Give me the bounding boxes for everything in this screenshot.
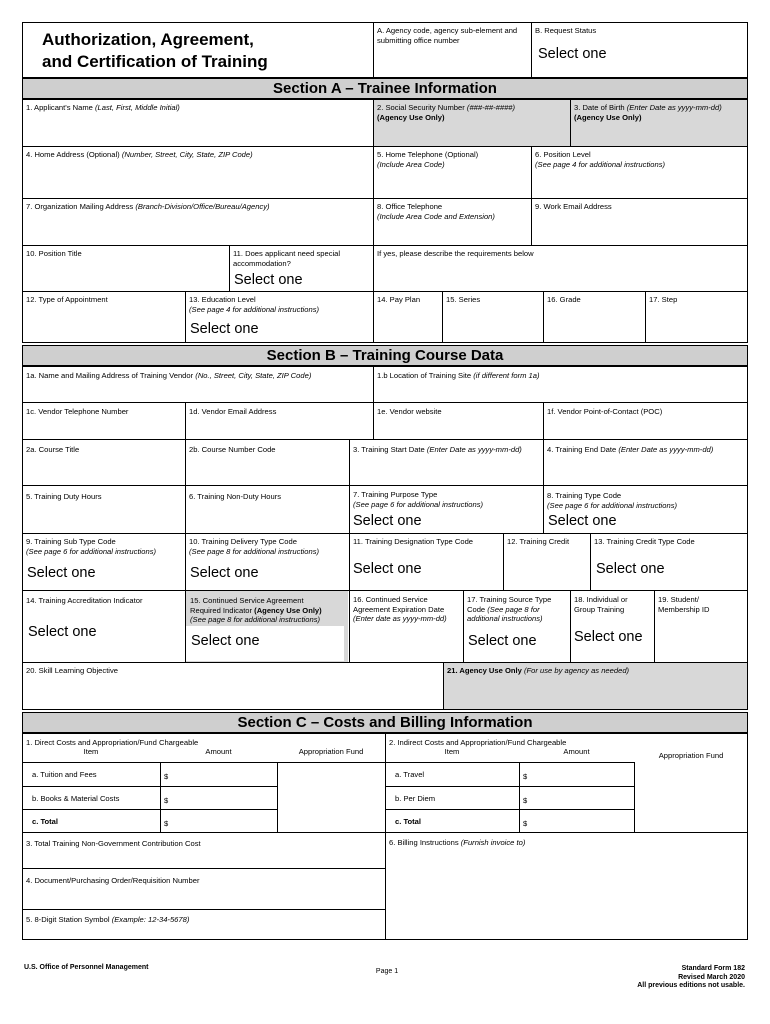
source-type-line2: Code [467, 604, 488, 614]
training-subtype-title: 9. Training Sub Type Code [26, 537, 116, 546]
membership-id-line1: 19. Student/ [658, 595, 699, 604]
csa-required-label [186, 595, 348, 625]
office-telephone-label: 8. Office Telephone [377, 202, 443, 211]
csa-required-hint: (See page 8 for additional instructions) [190, 615, 321, 624]
position-level-hint: (See page 4 for additional instructions) [535, 159, 666, 169]
non-duty-hours-field[interactable]: 6. Training Non-Duty Hours [189, 492, 282, 501]
individual-group-select[interactable]: Select one [574, 629, 643, 645]
education-level-select[interactable]: Select one [190, 321, 259, 337]
skill-objective-field[interactable]: 20. Skill Learning Objective [26, 666, 119, 675]
individual-group-label [570, 594, 654, 614]
grade-field[interactable]: 16. Grade [547, 295, 581, 304]
individual-group-line2: Group Training [574, 604, 625, 614]
appointment-type-field[interactable]: 12. Type of Appointment [26, 295, 108, 304]
home-address-hint: (Number, Street, City, State, ZIP Code) [121, 150, 253, 159]
divider [22, 809, 277, 810]
source-type-line1: 17. Training Source Type [467, 595, 552, 604]
series-field[interactable]: 15. Series [446, 295, 481, 304]
divider [22, 662, 748, 663]
delivery-type-hint: (See page 8 for additional instructions) [189, 546, 320, 556]
training-site-field[interactable] [373, 370, 747, 381]
tuition-label: a. Tuition and Fees [32, 770, 97, 779]
indirect-item-header: Item [444, 747, 460, 756]
request-status-label: B. Request Status [535, 26, 597, 35]
vendor-email-field[interactable]: 1d. Vendor Email Address [189, 407, 277, 416]
form-title-line1: Authorization, Agreement, [42, 30, 254, 49]
training-start-date-hint: (Enter Date as yyyy-mm-dd) [426, 445, 522, 454]
csa-expiration-line2: Agreement Expiration Date [353, 604, 445, 614]
station-symbol-hint: (Example: 12-34-5678) [111, 915, 190, 924]
divider [22, 291, 748, 292]
indirect-fund-header: Appropriation Fund [658, 751, 724, 760]
csa-expiration-hint: (Enter date as yyyy-mm-dd) [353, 614, 447, 623]
step-field[interactable]: 17. Step [649, 295, 678, 304]
training-purpose-label [349, 489, 542, 509]
tuition-amount-field[interactable]: $ [164, 772, 169, 781]
per-diem-amount-field[interactable]: $ [523, 796, 528, 805]
training-start-date-field[interactable] [349, 444, 544, 455]
individual-group-line1: 18. Individual or [574, 595, 628, 604]
training-subtype-select[interactable]: Select one [27, 565, 96, 581]
ssn-hint: (###-##-####) [466, 103, 516, 112]
indirect-total-amount-field[interactable]: $ [523, 819, 528, 828]
direct-total-label: c. Total [32, 817, 59, 826]
csa-required-line1: 15. Continued Service Agreement [190, 596, 304, 605]
source-type-select[interactable]: Select one [468, 633, 537, 649]
position-title-field[interactable]: 10. Position Title [26, 249, 82, 258]
education-level-hint: (See page 4 for additional instructions) [189, 304, 320, 314]
home-address-field[interactable] [22, 149, 372, 160]
divider [22, 832, 385, 833]
divider [22, 909, 385, 910]
applicant-name-label: 1. Applicant's Name [26, 103, 93, 112]
direct-amount-header: Amount [205, 747, 232, 756]
delivery-type-label [185, 536, 348, 556]
membership-id-field[interactable] [654, 594, 747, 614]
ssn-field[interactable] [373, 102, 569, 122]
training-end-date-label: 4. Training End Date [547, 445, 617, 454]
footer-form-number: Standard Form 182 [681, 965, 745, 972]
books-label: b. Books & Material Costs [32, 794, 120, 803]
request-status-select[interactable]: Select one [538, 46, 607, 62]
training-end-date-hint: (Enter Date as yyyy-mm-dd) [618, 445, 714, 454]
divider [22, 402, 748, 403]
station-symbol-field[interactable] [22, 914, 382, 925]
org-address-field[interactable] [22, 201, 372, 212]
education-level-title: 13. Education Level [189, 295, 256, 304]
divider [22, 533, 748, 534]
dob-agency-use: (Agency Use Only) [574, 112, 642, 122]
travel-label: a. Travel [395, 770, 425, 779]
position-level-field[interactable] [531, 149, 748, 169]
divider [22, 485, 748, 486]
pay-plan-field[interactable]: 14. Pay Plan [377, 295, 421, 304]
course-number-field[interactable]: 2b. Course Number Code [189, 445, 276, 454]
divider [385, 832, 748, 833]
training-start-date-label: 3. Training Start Date [353, 445, 425, 454]
agency-code-field[interactable]: A. Agency code, agency sub-element and submitting office number [377, 26, 518, 45]
billing-instructions-field[interactable] [385, 837, 747, 848]
training-site-hint: (if different form 1a) [473, 371, 540, 380]
divider [22, 439, 748, 440]
source-type-hint2: additional instructions) [467, 614, 543, 623]
vendor-name-address-field[interactable] [22, 370, 372, 381]
divider [385, 809, 634, 810]
indirect-amount-header: Amount [563, 747, 590, 756]
divider [22, 762, 385, 763]
csa-expiration-line1: 16. Continued Service [353, 595, 428, 604]
divider [22, 198, 748, 199]
accommodation-label: 11. Does applicant need special accommodation? [233, 249, 341, 268]
ssn-agency-use: (Agency Use Only) [377, 112, 445, 122]
footer-editions: All previous editions not usable. [637, 982, 745, 989]
vendor-name-address-label: 1a. Name and Mailing Address of Training Vendor [26, 371, 194, 380]
section-b-header: Section B – Training Course Data [22, 345, 748, 366]
section-a-header: Section A – Trainee Information [22, 78, 748, 99]
ssn-label: 2. Social Security Number [377, 103, 465, 112]
course-title-field[interactable]: 2a. Course Title [26, 445, 80, 454]
agency-use-only-label: 21. Agency Use Only [447, 666, 522, 675]
dob-field[interactable] [570, 102, 748, 122]
training-end-date-field[interactable] [543, 444, 748, 455]
accommodation-requirements-field[interactable]: If yes, please describe the requirements below [377, 249, 534, 258]
home-telephone-label: 5. Home Telephone (Optional) [377, 150, 479, 159]
designation-type-select[interactable]: Select one [353, 561, 422, 577]
travel-amount-field[interactable]: $ [523, 772, 528, 781]
divider [22, 590, 748, 591]
vendor-website-field[interactable]: 1e. Vendor website [377, 407, 442, 416]
home-telephone-hint: (Include Area Code) [377, 159, 445, 169]
purchase-order-field[interactable]: 4. Document/Purchasing Order/Requisition Number [26, 876, 200, 885]
station-symbol-label: 5. 8-Digit Station Symbol [26, 915, 110, 924]
training-credit-field[interactable]: 12. Training Credit [507, 537, 570, 546]
divider [22, 146, 748, 147]
agency-use-only-field[interactable] [443, 665, 747, 676]
education-level-label [185, 294, 372, 314]
csa-agency-use-only: (Agency Use Only) [254, 605, 322, 615]
footer-revised: Revised March 2020 [678, 973, 745, 981]
home-telephone-field[interactable] [373, 149, 531, 169]
direct-costs-title: 1. Direct Costs and Appropriation/Fund Chargeable [26, 738, 199, 747]
divider [22, 868, 385, 869]
billing-instructions-hint: (Furnish invoice to) [460, 838, 526, 847]
org-address-label: 7. Organization Mailing Address [26, 202, 134, 211]
accreditation-label: 14. Training Accreditation Indicator [26, 596, 143, 605]
divider [385, 762, 634, 763]
position-level-label: 6. Position Level [535, 150, 591, 159]
training-subtype-hint: (See page 6 for additional instructions) [26, 546, 157, 556]
vendor-telephone-field[interactable]: 1c. Vendor Telephone Number [26, 407, 129, 416]
csa-required-line2: Required Indicator [190, 605, 255, 615]
dob-label: 3. Date of Birth [574, 103, 625, 112]
direct-fund-header: Appropriation Fund [298, 747, 364, 756]
indirect-costs-title: 2. Indirect Costs and Appropriation/Fund Chargeable [389, 738, 567, 747]
csa-expiration-field[interactable] [349, 594, 463, 624]
delivery-type-select[interactable]: Select one [190, 565, 259, 581]
training-type-select[interactable]: Select one [548, 513, 617, 529]
duty-hours-field[interactable]: 5. Training Duty Hours [26, 492, 102, 501]
indirect-total-label: c. Total [395, 817, 422, 826]
training-purpose-select[interactable]: Select one [353, 513, 422, 529]
delivery-type-title: 10. Training Delivery Type Code [189, 537, 297, 546]
source-type-hint1: (See page 8 for [487, 604, 540, 614]
work-email-field[interactable]: 9. Work Email Address [535, 202, 612, 211]
home-address-label: 4. Home Address (Optional) [26, 150, 120, 159]
non-gov-contribution-field[interactable]: 3. Total Training Non-Government Contribution Cost [26, 839, 201, 848]
divider [22, 786, 277, 787]
footer-form-info [540, 965, 745, 991]
credit-type-select[interactable]: Select one [596, 561, 665, 577]
training-purpose-title: 7. Training Purpose Type [353, 490, 438, 499]
training-purpose-hint: (See page 6 for additional instructions) [353, 499, 484, 509]
vendor-name-address-hint: (No., Street, City, State, ZIP Code) [195, 371, 312, 380]
membership-id-line2: Membership ID [658, 604, 710, 614]
form-title [42, 29, 362, 73]
divider [22, 245, 748, 246]
direct-item-header: Item [83, 747, 99, 756]
accommodation-select[interactable]: Select one [234, 272, 303, 288]
designation-type-label: 11. Training Designation Type Code [353, 537, 474, 546]
csa-required-select[interactable]: Select one [191, 633, 260, 649]
per-diem-label: b. Per Diem [395, 794, 436, 803]
office-telephone-field[interactable] [373, 201, 531, 221]
section-c-header: Section C – Costs and Billing Information [22, 712, 748, 733]
office-telephone-hint: (Include Area Code and Extension) [377, 211, 495, 221]
org-address-hint: (Branch-Division/Office/Bureau/Agency) [135, 202, 270, 211]
billing-instructions-label: 6. Billing Instructions [389, 838, 459, 847]
training-type-label [543, 490, 748, 510]
accreditation-select[interactable]: Select one [28, 624, 97, 640]
footer-agency: U.S. Office of Personnel Management [24, 964, 149, 971]
divider [277, 762, 278, 832]
applicant-name-hint: (Last, First, Middle Initial) [95, 103, 180, 112]
training-type-title: 8. Training Type Code [547, 491, 622, 500]
footer-page-number: Page 1 [375, 968, 399, 975]
agency-use-only-hint: (For use by agency as needed) [523, 666, 630, 675]
form-title-line2: and Certification of Training [42, 52, 268, 71]
dob-hint: (Enter Date as yyyy-mm-dd) [626, 103, 722, 112]
divider [634, 762, 635, 832]
training-subtype-label [22, 536, 184, 556]
vendor-poc-field[interactable]: 1f. Vendor Point-of-Contact (POC) [547, 407, 663, 416]
direct-total-amount-field[interactable]: $ [164, 819, 169, 828]
divider [385, 786, 634, 787]
applicant-name-field[interactable] [22, 102, 372, 113]
credit-type-label: 13. Training Credit Type Code [594, 537, 695, 546]
source-type-label [463, 594, 570, 624]
divider [373, 99, 374, 343]
books-amount-field[interactable]: $ [164, 796, 169, 805]
training-type-hint: (See page 6 for additional instructions) [547, 500, 678, 510]
training-site-label: 1.b Location of Training Site [377, 371, 472, 380]
